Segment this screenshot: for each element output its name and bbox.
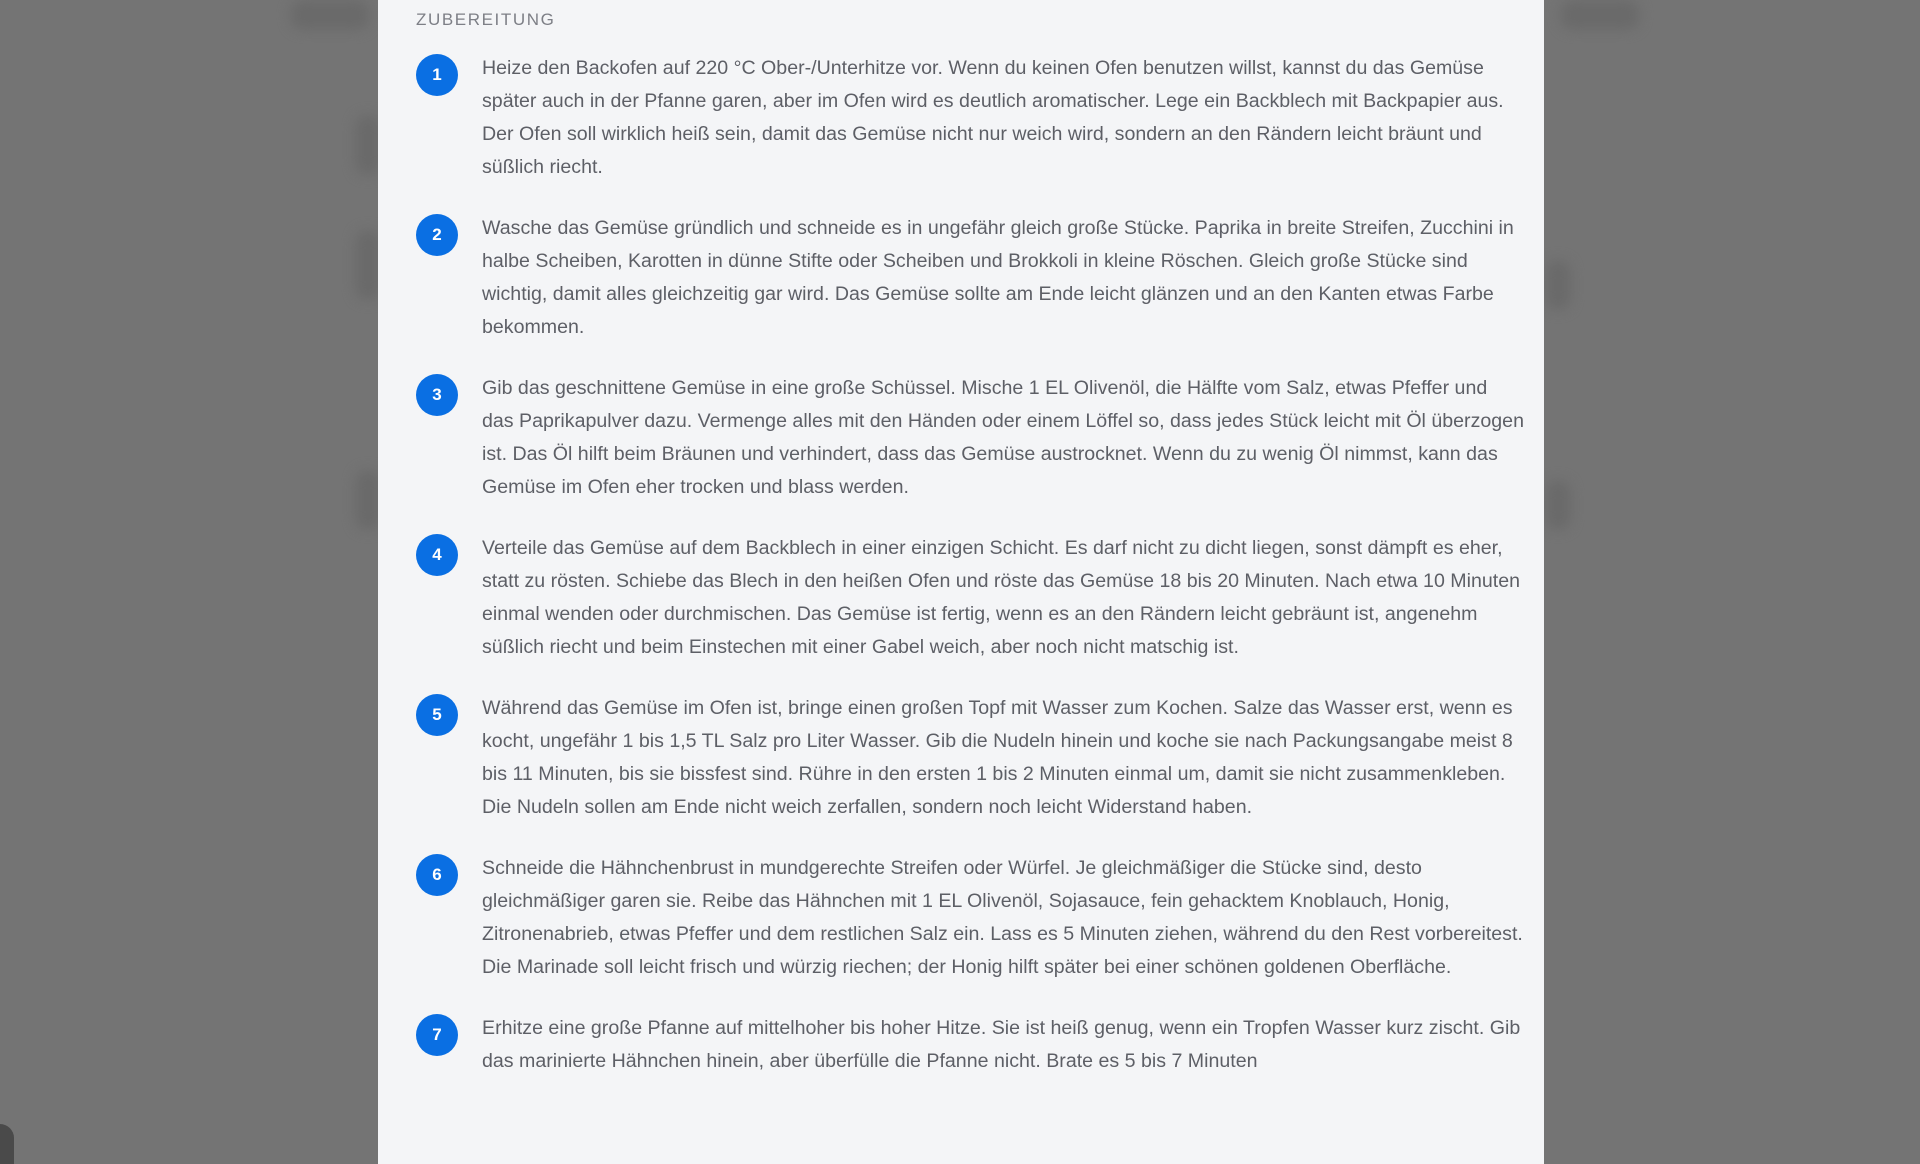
step-number-badge: 7 bbox=[416, 1014, 458, 1056]
step-item bbox=[416, 372, 1524, 504]
step-number-badge: 2 bbox=[416, 214, 458, 256]
step-text: Erhitze eine große Pfanne auf mittelhoher bis hoher Hitze. Sie ist heiß genug, wenn ein Tropfen Wasser kurz zischt. Gib das marinierte Hähnchen hinein, aber überfülle die Pfanne nicht. Brate es 5 bis 7 Minuten bbox=[482, 1017, 1521, 1072]
background-shape bbox=[290, 0, 370, 30]
step-item bbox=[416, 692, 1524, 824]
step-item bbox=[416, 852, 1524, 984]
step-text: Während das Gemüse im Ofen ist, bringe einen großen Topf mit Wasser zum Kochen. Salze das Wasser erst, wenn es kocht, ungefähr 1 bis 1,5 TL Salz pro Liter Wasser. Gib die Nudeln hinein und koche sie nach Packungsangabe meist 8 bis 11 Minuten, bis sie bissfest sind. Rühre in den ersten 1 bis 2 Minuten einmal um, damit sie nicht zusammenkleben. Die Nudeln sollen am Ende nicht weich zerfallen, sondern noch leicht Widerstand haben. bbox=[482, 697, 1513, 818]
step-number-badge: 5 bbox=[416, 694, 458, 736]
step-number-badge: 6 bbox=[416, 854, 458, 896]
step-item bbox=[416, 212, 1524, 344]
step-text: Wasche das Gemüse gründlich und schneide es in ungefähr gleich große Stücke. Paprika in breite Streifen, Zucchini in halbe Scheiben, Karotten in dünne Stifte oder Scheiben und Brokkoli in kleine Röschen. Gleich große Stücke sind wichtig, damit alles gleichzeitig gar wird. Das Gemüse sollte am Ende leicht glänzen und an den Kanten etwas Farbe bekommen. bbox=[482, 217, 1514, 338]
background-shape bbox=[1560, 0, 1640, 30]
step-number-badge: 4 bbox=[416, 534, 458, 576]
step-number-badge: 3 bbox=[416, 374, 458, 416]
step-text: Verteile das Gemüse auf dem Backblech in einer einzigen Schicht. Es darf nicht zu dicht liegen, sonst dämpft es eher, statt zu rösten. Schiebe das Blech in den heißen Ofen und röste das Gemüse 18 bis 20 Minuten. Nach etwa 10 Minuten einmal wenden oder durchmischen. Das Gemüse ist fertig, wenn es an den Rändern leicht gebräunt ist, angenehm süßlich riecht und beim Einstechen mit einer Gabel weich, aber noch nicht matschig ist. bbox=[482, 537, 1520, 658]
step-item bbox=[416, 532, 1524, 664]
background-shape bbox=[1545, 480, 1571, 530]
steps-list bbox=[416, 52, 1524, 1106]
step-text: Gib das geschnittene Gemüse in eine große Schüssel. Mische 1 EL Olivenöl, die Hälfte vom Salz, etwas Pfeffer und das Paprikapulver dazu. Vermenge alles mit den Händen oder einem Löffel so, dass jedes Stück leicht mit Öl überzogen ist. Das Öl hilft beim Bräunen und verhindert, dass das Gemüse austrocknet. Wenn du zu wenig Öl nimmst, kann das Gemüse im Ofen eher trocken und blass werden. bbox=[482, 377, 1524, 498]
recipe-sheet bbox=[378, 0, 1544, 1164]
step-text: Schneide die Hähnchenbrust in mundgerechte Streifen oder Würfel. Je gleichmäßiger die Stücke sind, desto gleichmäßiger garen sie. Reibe das Hähnchen mit 1 EL Olivenöl, Sojasauce, fein gehacktem Knoblauch, Honig, Zitronenabrieb, etwas Pfeffer und dem restlichen Salz ein. Lass es 5 Minuten ziehen, während du den Rest vorbereitest. Die Marinade soll leicht frisch und würzig riechen; der Honig hilft später bei einer schönen goldenen Oberfläche. bbox=[482, 857, 1523, 978]
step-number-badge: 1 bbox=[416, 54, 458, 96]
background-shape bbox=[1545, 260, 1571, 310]
step-item bbox=[416, 1012, 1524, 1078]
step-text: Heize den Backofen auf 220 °C Ober-/Unterhitze vor. Wenn du keinen Ofen benutzen willst, kannst du das Gemüse später auch in der Pfanne garen, aber im Ofen wird es deutlich aromatischer. Lege ein Backblech mit Backpapier aus. Der Ofen soll wirklich heiß sein, damit das Gemüse nicht nur weich wird, sondern an den Rändern leicht bräunt und süßlich riecht. bbox=[482, 57, 1504, 178]
background-corner bbox=[0, 1124, 14, 1164]
step-item bbox=[416, 52, 1524, 184]
section-title: ZUBEREITUNG bbox=[416, 10, 556, 29]
